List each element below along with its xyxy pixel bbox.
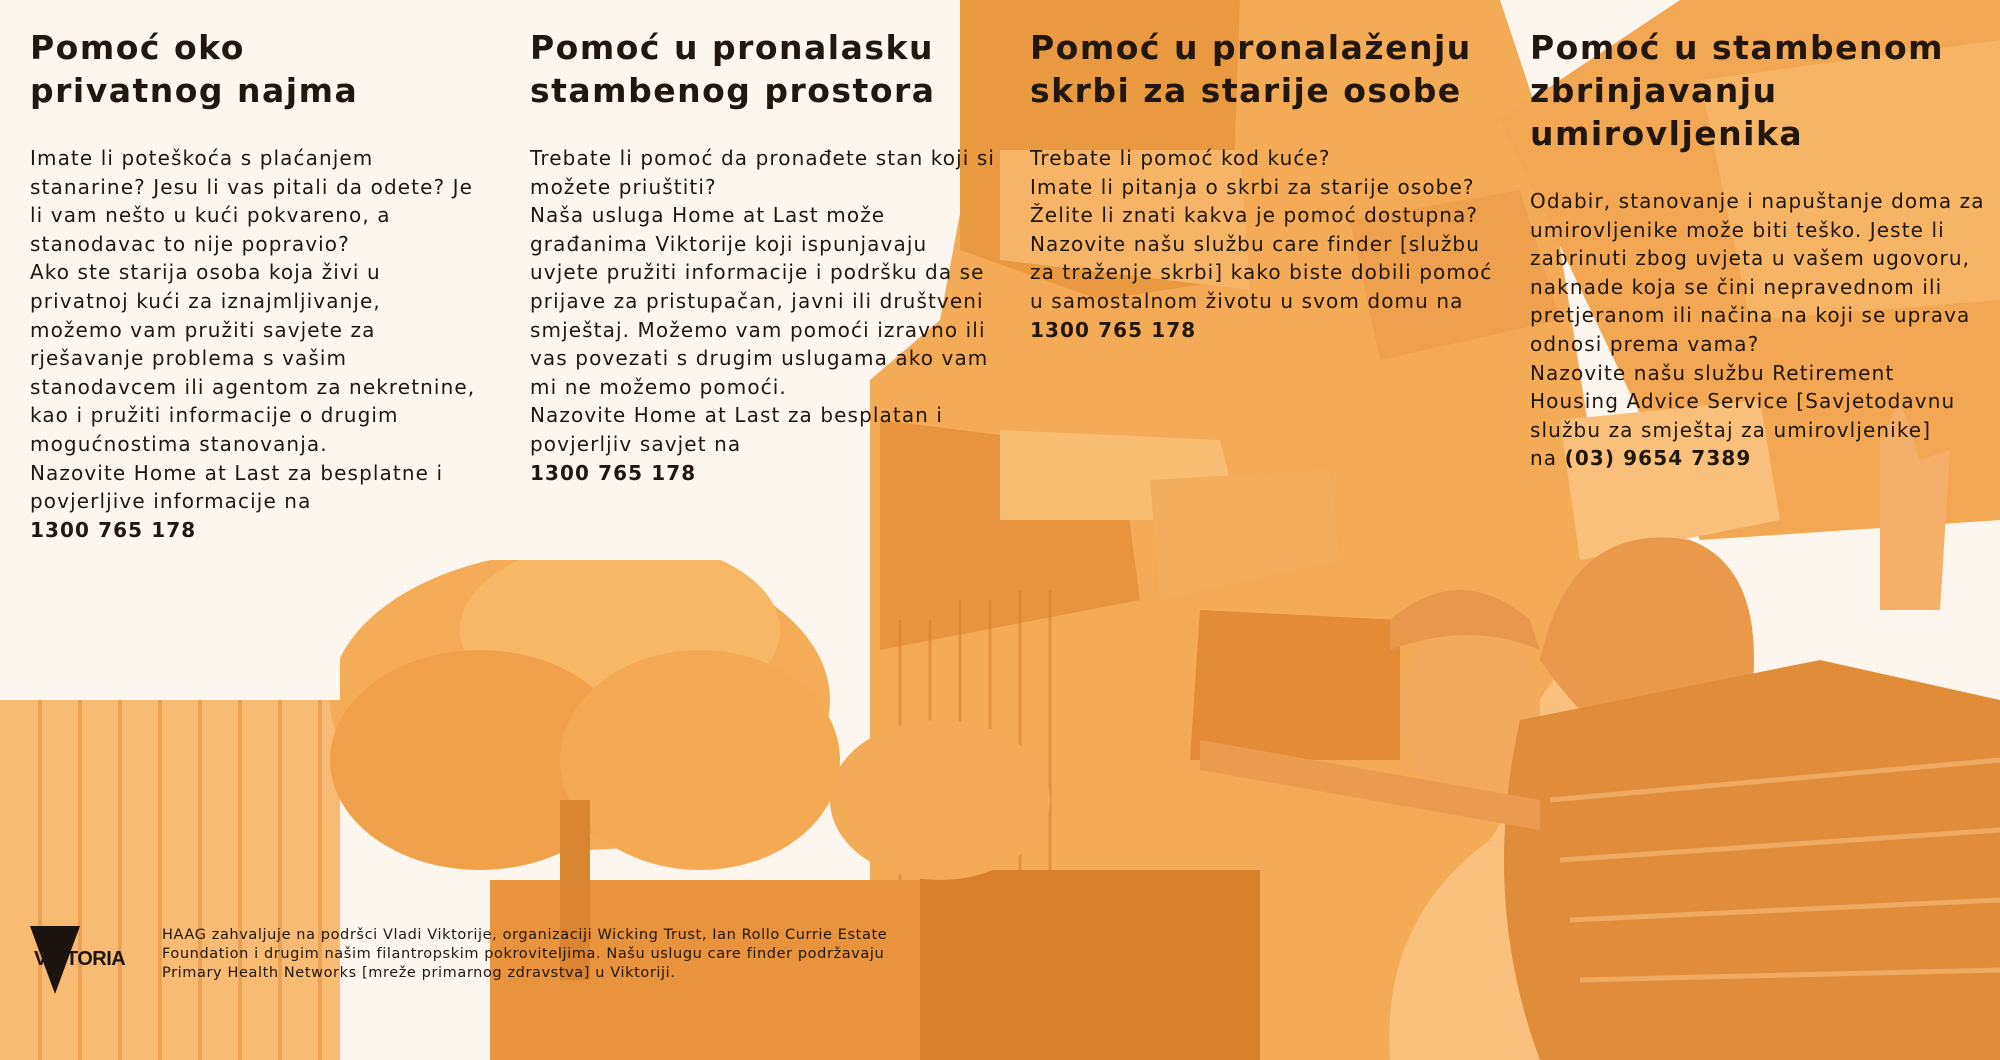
column-body bbox=[530, 144, 1000, 487]
title-line: skrbi za starije osobe bbox=[1030, 71, 1462, 110]
footer bbox=[30, 926, 930, 996]
phone-line bbox=[1530, 444, 1990, 473]
title-line: stambenog prostora bbox=[530, 71, 936, 110]
phone-line bbox=[1030, 316, 1500, 345]
phone-number[interactable]: 1300 765 178 bbox=[30, 517, 197, 542]
paragraph: Nazovite našu službu Retirement Housing Advice Service [Savjetodavnu službu za smještaj za umirovljenike] bbox=[1530, 360, 1956, 442]
paragraph: Imate li pitanja o skrbi za starije osobe? Želite li znati kakva je pomoć dostupna? bbox=[1030, 174, 1479, 228]
paragraph: Naša usluga Home at Last može građanima Viktorije koji ispunjavaju uvjete pružiti informacije i podršku da se prijave za pristupačan, javni ili društveni smještaj. Možemo vam pomoći izravno ili vas povezati s drugim uslugama ako vam mi ne možemo pomoći. bbox=[530, 203, 989, 399]
column-title bbox=[30, 26, 480, 112]
paragraph: Imate li poteškoća s plaćanjem stanarine? Jesu li vas pitali da odete? Je li vam nešto u kući pokvareno, a stanodavac to nije popravio? bbox=[30, 146, 474, 256]
phone-line bbox=[30, 516, 480, 545]
phone-number[interactable]: 1300 765 178 bbox=[1030, 317, 1197, 342]
column-body bbox=[1530, 187, 1990, 473]
title-line: zbrinjavanju bbox=[1530, 71, 1778, 110]
phone-number[interactable]: 1300 765 178 bbox=[530, 460, 697, 485]
title-line: privatnog najma bbox=[30, 71, 359, 110]
paragraph: Nazovite Home at Last za besplatan i povjerljiv savjet na bbox=[530, 403, 944, 456]
column-finding-housing bbox=[530, 26, 1000, 487]
victoria-logo bbox=[30, 926, 148, 996]
paragraph: Ako ste starija osoba koja živi u privatnoj kući za iznajmljivanje, možemo vam pružiti savjete za rješavanje problema s vašim stanodavcem ili agentom za nekretnine, kao i pružiti informacije o drugim mogućnostima stanovanja. bbox=[30, 260, 476, 456]
column-private-rental bbox=[30, 26, 480, 544]
phone-line bbox=[530, 459, 1000, 488]
logo-text: VICTORIA bbox=[34, 948, 126, 970]
paragraph: Trebate li pomoć da pronađete stan koji si možete priuštiti? bbox=[530, 146, 996, 199]
title-line: umirovljenika bbox=[1530, 114, 1804, 153]
column-title bbox=[530, 26, 1000, 112]
column-retirement-housing bbox=[1530, 26, 1990, 473]
phone-prefix: na bbox=[1530, 446, 1565, 471]
column-title bbox=[1530, 26, 1990, 155]
paragraph: Nazovite Home at Last za besplatne i povjerljive informacije na bbox=[30, 460, 444, 514]
paragraph: Nazovite našu službu care finder [službu za traženje skrbi] kako biste dobili pomoć u samostalnom životu u svom domu na bbox=[1030, 231, 1493, 313]
column-aged-care bbox=[1030, 26, 1500, 344]
title-line: Pomoć u pronalaženju bbox=[1030, 28, 1472, 67]
title-line: Pomoć u stambenom bbox=[1530, 28, 1945, 67]
phone-number[interactable]: (03) 9654 7389 bbox=[1564, 446, 1752, 471]
column-title bbox=[1030, 26, 1500, 112]
column-body bbox=[30, 144, 480, 544]
credit-text: HAAG zahvaljuje na podršci Vladi Viktorije, organizaciji Wicking Trust, Ian Rollo Currie Estate Foundation i drugim našim filantropskim pokroviteljima. Našu uslugu care finder podržavaju Primary Health Networks [mreže primarnog zdravstva] u Viktoriji. bbox=[162, 927, 888, 981]
title-line: Pomoć oko bbox=[30, 28, 245, 67]
column-body bbox=[1030, 144, 1500, 344]
paragraph: Odabir, stanovanje i napuštanje doma za umirovljenike može biti teško. Jeste li zabrinuti zbog uvjeta u vašem ugovoru, naknade koja se čini nepravednom ili pretjeranom ili načina na koji se uprava odnosi prema vama? bbox=[1530, 189, 1985, 356]
title-line: Pomoć u pronalasku bbox=[530, 28, 934, 67]
paragraph: Trebate li pomoć kod kuće? bbox=[1030, 146, 1331, 170]
